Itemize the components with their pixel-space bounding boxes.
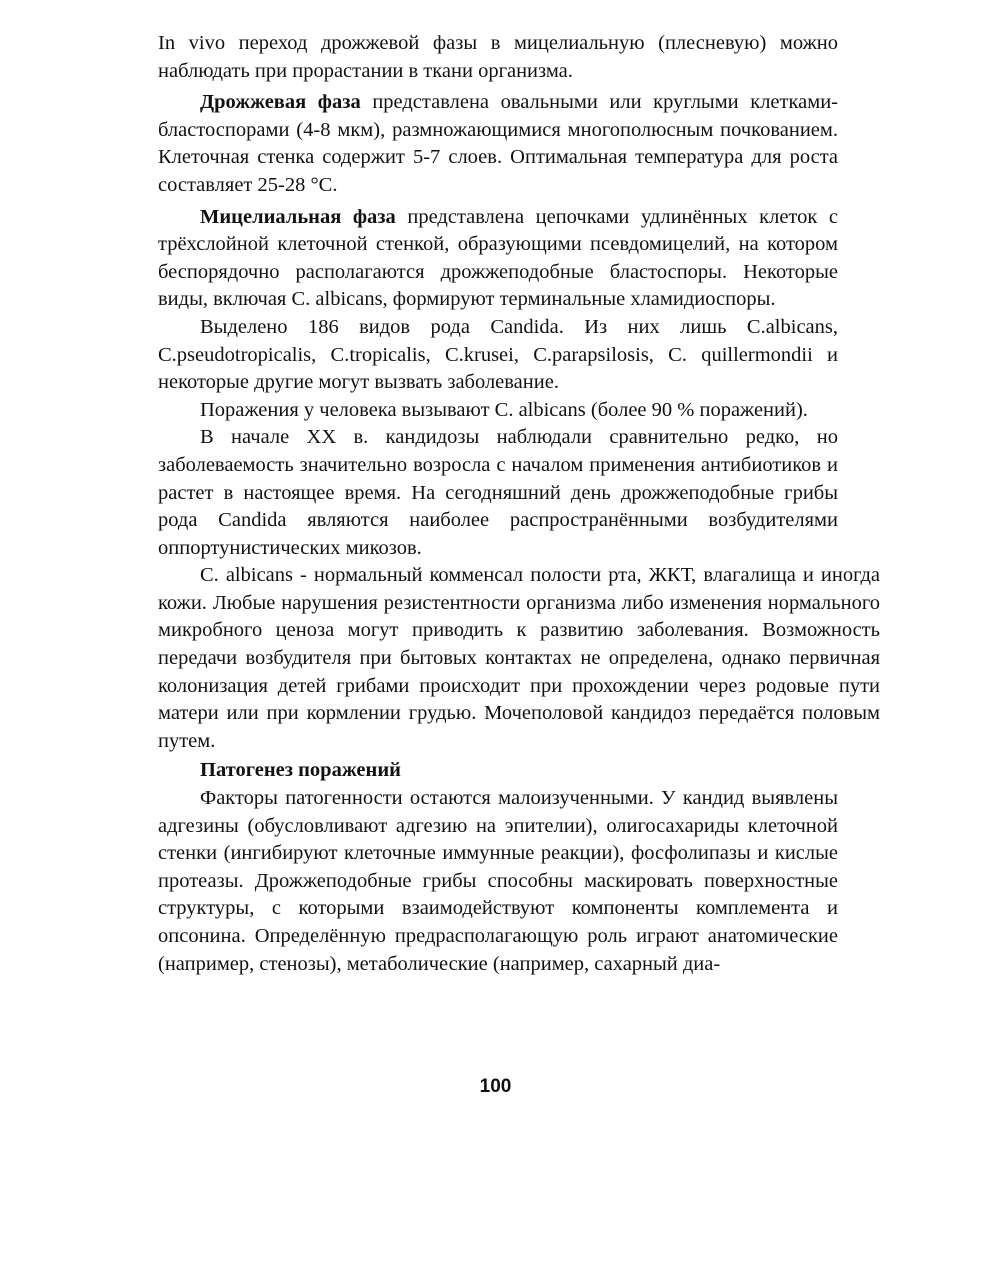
paragraph-pathogenicity: Факторы патогенности остаются малоизученными. У кандид выявлены адгезины (обусловливают адгезию на эпителии), олигосахариды клеточной стенки (ингибируют клеточные иммунные реакции), фосфолипазы и кислые протеазы. Дрожжеподобные грибы способны маскировать поверхностные структуры, с которыми взаимодействуют компоненты комплемента и опсонина. Определённую предрасполагающую роль играют анатомические (например, стенозы), метаболические (например, сахарный диа- [158, 787, 838, 975]
paragraph-yeast-phase [158, 89, 838, 199]
term-mycelial-phase: Мицелиальная фаза [200, 205, 396, 228]
page-number: 100 [479, 1076, 512, 1097]
paragraph-history: В начале XX в. кандидозы наблюдали сравнительно редко, но заболеваемость значительно возросла с началом применения антибиотиков и растет в настоящее время. На сегодняшний день дрожжеподобные грибы рода Candida являются наиболее распространёнными возбудителями оппортунистических микозов. [158, 426, 838, 559]
term-yeast-phase: Дрожжевая фаза [200, 91, 361, 114]
paragraph-commensal: С. albicans - нормальный комменсал полости рта, ЖКТ, влагалища и иногда кожи. Любые нарушения резистентности организма либо изменения нормального микробного ценоза могут приводить к развитию заболевания. Возможность передачи возбудителя при бытовых контактах не определена, однако первичная колонизация детей грибами происходит при прохождении через родовые пути матери или при кормлении грудью. Мочеполовой кандидоз передаётся половым путем. [158, 564, 880, 752]
paragraph-mycelial-phase [158, 204, 838, 314]
section-heading-pathogenesis: Патогенез поражений [200, 759, 401, 782]
page-body [158, 30, 880, 978]
paragraph-transition: In vivo переход дрожжевой фазы в мицелиальную (плесневую) можно наблюдать при прорастании в ткани организма. [158, 32, 838, 82]
paragraph-species: Выделено 186 видов рода Candida. Из них лишь C.albicans, C.pseudotropicalis, C.tropicalis, C.krusei, C.parapsilosis, C. quillermondii и некоторые другие могут вызвать заболевание. [158, 315, 838, 394]
mycelial-phase-text: представлена цепочками удлинённых клеток с трёхслойной клеточной стенкой, образующими псевдомицелий, на котором беспорядочно располагаются дрожжеподобные бластоспоры. Некоторые виды, включая C. albicans, формируют терминальные хламидиоспоры. [158, 205, 838, 311]
yeast-phase-text: представлена овальными или круглыми клетками-бластоспорами (4-8 мкм), размножающимися многополюсным почкованием. Клеточная стенка содержит 5-7 слоев. Оптимальная температура для роста составляет 25-28 °С. [158, 91, 839, 196]
paragraph-human-lesions: Поражения у человека вызывают C. albicans (более 90 % поражений). [200, 398, 808, 421]
